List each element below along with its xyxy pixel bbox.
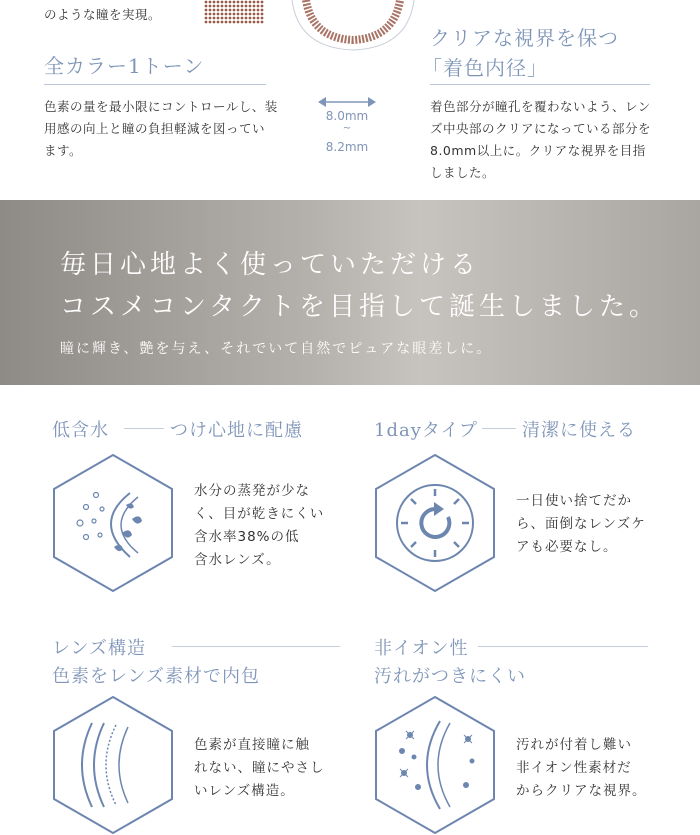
droplet-lens-icon	[52, 453, 174, 593]
banner-heading-line2: コスメコンタクトを目指して誕生しました。	[60, 292, 659, 322]
tone-desc-line: ます。	[44, 143, 83, 158]
feature-desc-line: 汚れが付着し難い	[516, 737, 632, 753]
feature-desc-line: アも必要なし。	[516, 539, 618, 555]
feature-desc-line: 色素が直接瞳に触	[194, 737, 310, 753]
feature-desc-line: 水分の蒸発が少な	[194, 483, 310, 499]
feature-desc-line: れない、瞳にやさし	[194, 760, 325, 776]
clock-cycle-icon	[374, 453, 496, 593]
feature-desc-line: 含水レンズ。	[194, 552, 281, 568]
clear-view-description	[430, 96, 670, 184]
feature-low-water-title-a: 低含水	[52, 420, 109, 441]
color-dot-pattern	[204, 0, 264, 24]
tone-description	[44, 96, 284, 162]
particle-repel-icon	[374, 695, 496, 835]
feature-desc-line: く、目が乾きにくい	[194, 506, 325, 522]
feature-1day-title-b: 清潔に使える	[522, 420, 636, 441]
feature-structure-title-b: 色素をレンズ素材で内包	[52, 666, 261, 687]
feature-desc-line: 非イオン性素材だ	[516, 760, 632, 776]
width-arrow-icon	[318, 96, 376, 108]
feature-desc-line: からクリアな視界。	[516, 783, 647, 799]
feature-nonionic-title-a: 非イオン性	[374, 638, 469, 659]
feature-low-water-title-b: つけ心地に配慮	[170, 420, 303, 441]
feature-title-dash	[124, 428, 164, 429]
clear-desc-line: 8.0mm以上に。クリアな視界を目指	[430, 143, 646, 158]
clear-view-divider	[430, 84, 650, 85]
lens-color-ring-image	[288, 0, 418, 60]
clear-desc-line: しました。	[430, 165, 496, 180]
clear-desc-line: ズ中央部のクリアになっている部分を	[430, 121, 652, 136]
tone-heading: 全カラー1トーン	[44, 54, 205, 78]
tone-divider	[44, 84, 266, 85]
feature-title-rule	[172, 646, 340, 647]
feature-low-water-desc	[194, 480, 344, 572]
banner-heading-line1: 毎日心地よく使っていただける	[60, 250, 481, 280]
feature-1day-title-a: 1dayタイプ	[374, 420, 478, 441]
banner-subtext: 瞳に輝き、艶を与え、それでいて自然でピュアな眼差しに。	[60, 341, 493, 357]
intro-fragment-text: のような瞳を実現。	[44, 7, 162, 22]
clear-view-heading: 「着色内径」	[422, 56, 548, 80]
tone-desc-line: 用感の向上と瞳の負担軽減を図ってい	[44, 121, 266, 136]
dimension-min: 8.0mm	[325, 109, 369, 123]
clear-view-subheading: クリアな視界を保つ	[430, 26, 619, 50]
feature-desc-line: 含水率38%の低	[194, 529, 300, 545]
feature-structure-desc	[194, 734, 344, 803]
feature-nonionic-desc	[516, 734, 676, 803]
feature-nonionic-title-b: 汚れがつきにくい	[374, 666, 526, 687]
feature-1day-desc	[516, 490, 676, 559]
feature-structure-title-a: レンズ構造	[52, 638, 147, 659]
feature-title-dash	[482, 428, 516, 429]
dimension-max: 8.2mm	[325, 140, 369, 154]
feature-desc-line: ら、面倒なレンズケ	[516, 516, 646, 532]
clear-desc-line: 着色部分が瞳孔を覆わないよう、レン	[430, 99, 651, 114]
lens-structure-icon	[52, 695, 174, 835]
feature-title-rule	[478, 646, 648, 647]
tone-desc-line: 色素の量を最小限にコントロールし、装	[44, 99, 278, 114]
feature-desc-line: いレンズ構造。	[194, 783, 295, 799]
feature-desc-line: 一日使い捨てだか	[516, 493, 632, 509]
dimension-range-mark: ~	[342, 123, 352, 134]
